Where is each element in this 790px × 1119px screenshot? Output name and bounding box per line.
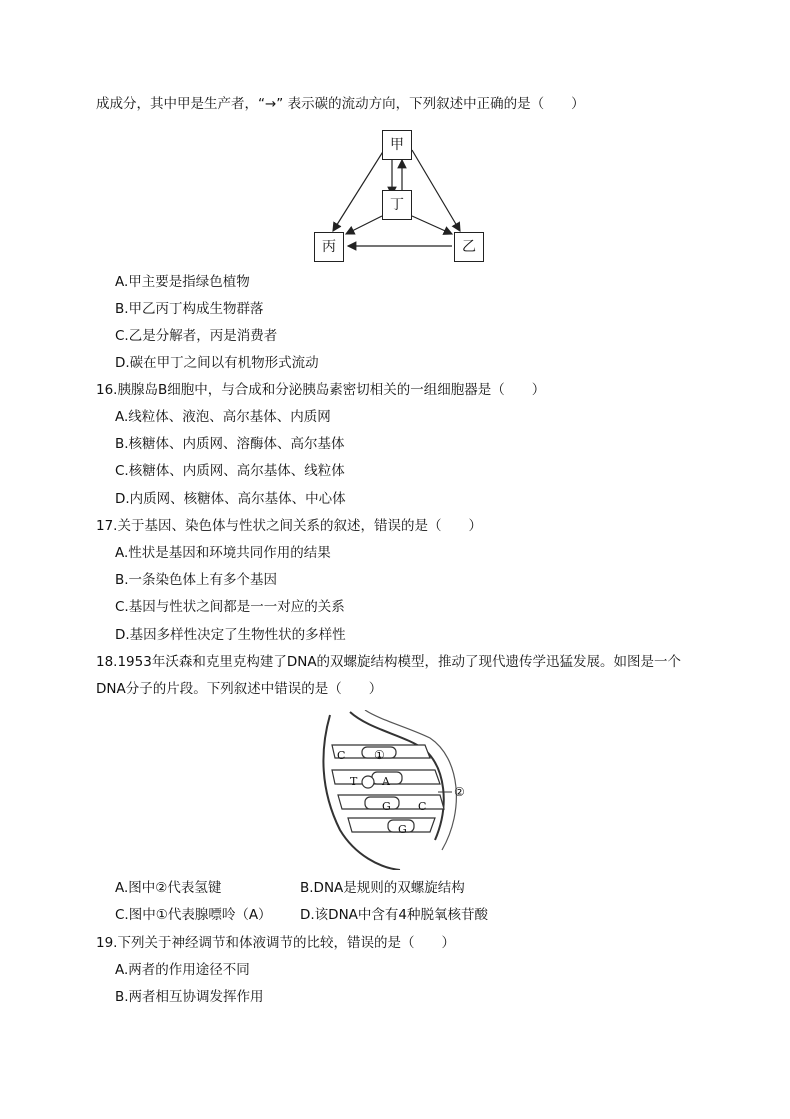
q16-option-b: B.核糖体、内质网、溶酶体、高尔基体 [115,436,345,452]
dna-label-circle1: ① [374,748,385,762]
node-jia: 甲 [382,130,412,160]
q18-option-c: C.图中①代表腺嘌呤（A） [115,907,272,923]
q15-option-c: C.乙是分解者，丙是消费者 [115,328,278,344]
dna-label-a: A [382,775,390,788]
q17-option-a: A.性状是基因和环境共同作用的结果 [115,545,331,561]
q16-option-a: A.线粒体、液泡、高尔基体、内质网 [115,409,331,425]
q15-option-a: A.甲主要是指绿色植物 [115,274,250,290]
q19-stem: 19.下列关于神经调节和体液调节的比较，错误的是（ ） [96,935,455,951]
q18-option-a: A.图中②代表氢键 [115,880,222,896]
q18-stem-line2: DNA分子的片段。下列叙述中错误的是（ ） [96,681,383,697]
carbon-cycle-diagram [300,128,500,268]
q15-option-d: D.碳在甲丁之间以有机物形式流动 [115,355,319,371]
q15-option-b: B.甲乙丙丁构成生物群落 [115,301,264,317]
q17-option-d: D.基因多样性决定了生物性状的多样性 [115,627,346,643]
dna-label-c2: C [418,800,427,813]
dna-label-t: T [350,775,358,788]
node-bing: 丙 [314,232,344,262]
q18-option-d: D.该DNA中含有4种脱氧核苷酸 [300,907,489,923]
dna-diagram [310,710,490,870]
q16-option-d: D.内质网、核糖体、高尔基体、中心体 [115,491,346,507]
q16-stem: 16.胰腺岛B细胞中，与合成和分泌胰岛素密切相关的一组细胞器是（ ） [96,382,546,398]
q19-option-b: B.两者相互协调发挥作用 [115,989,264,1005]
q17-option-c: C.基因与性状之间都是一一对应的关系 [115,599,345,615]
q19-option-a: A.两者的作用途径不同 [115,962,250,978]
q16-option-c: C.核糖体、内质网、高尔基体、线粒体 [115,463,345,479]
q18-option-b: B.DNA是规则的双螺旋结构 [300,880,465,896]
dna-label-circle2: ② [454,785,465,799]
node-ding: 丁 [382,190,412,220]
q17-option-b: B.一条染色体上有多个基因 [115,572,278,588]
question-intro: 成成分，其中甲是生产者，“→” 表示碳的流动方向，下列叙述中正确的是（ ） [96,96,585,112]
dna-label-g2: G [398,823,407,836]
q17-stem: 17.关于基因、染色体与性状之间关系的叙述，错误的是（ ） [96,518,482,534]
dna-label-g1: G [382,800,391,813]
node-yi: 乙 [454,232,484,262]
dna-label-c1: C [337,749,346,762]
q18-stem-line1: 18.1953年沃森和克里克构建了DNA的双螺旋结构模型，推动了现代遗传学迅猛发展。如图是一个 [96,654,682,670]
